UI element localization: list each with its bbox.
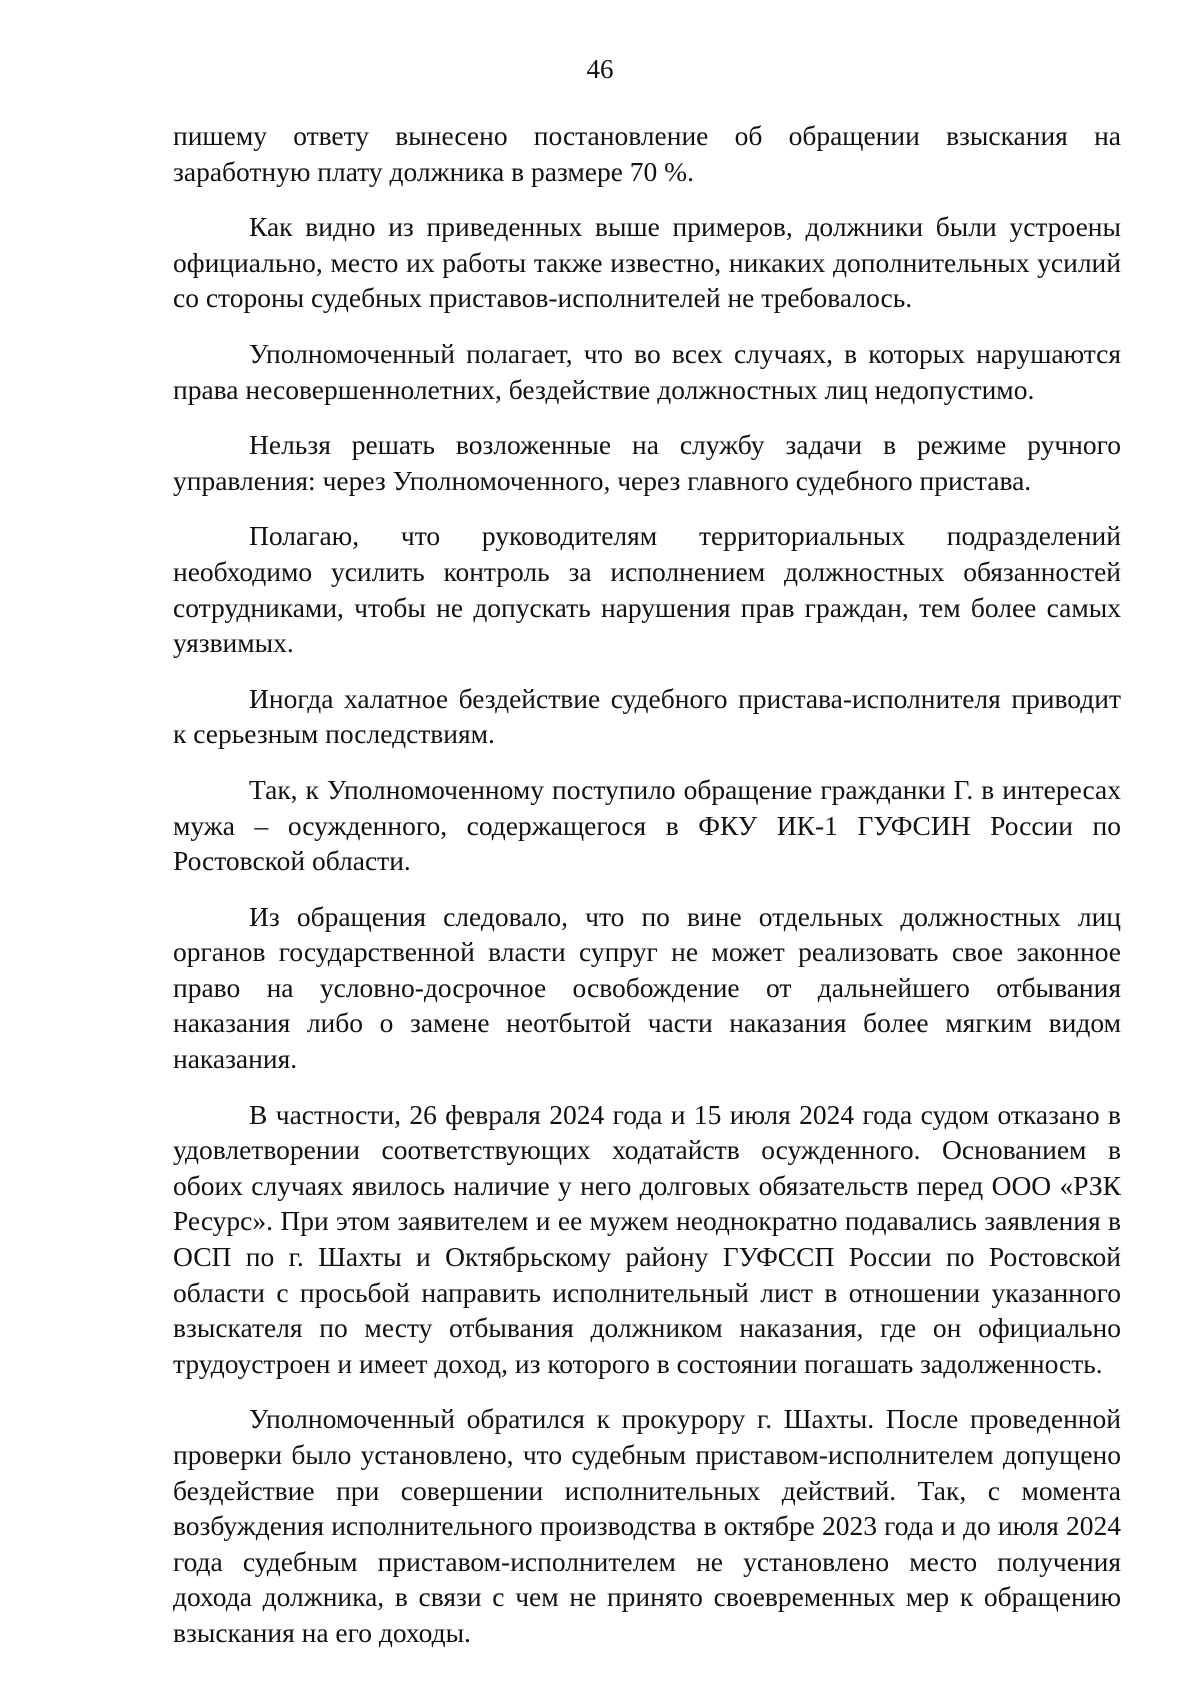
paragraph: Из обращения следовало, что по вине отдельных должностных лиц органов государственной власти супруг не может реализовать свое законное право на условно-досрочное освобождение от дальнейшего отбывания наказания либо о замене неотбытой части наказания более мягким видом наказания.: [173, 900, 1121, 1075]
paragraph: Так, к Уполномоченному поступило обращение гражданки Г. в интересах мужа – осужденного, содержащегося в ФКУ ИК-1 ГУФСИН России по Ростовской области.: [173, 773, 1121, 877]
paragraph: Как видно из приведенных выше примеров, должники были устроены официально, место их работы также известно, никаких дополнительных усилий со стороны судебных приставов-исполнителей не требовалось.: [173, 211, 1121, 314]
paragraph: Нельзя решать возложенные на службу задачи в режиме ручного управления: через Уполномоченного, через главного судебного пристава.: [173, 429, 1121, 496]
paragraph: Полагаю, что руководителям территориальных подразделений необходимо усилить контроль за исполнением должностных обязанностей сотрудниками, чтобы не допускать нарушения прав граждан, тем более самых уязвимых.: [173, 520, 1121, 659]
paragraph: Уполномоченный обратился к прокурору г. Шахты. После проведенной проверки было установлено, что судебным приставом-исполнителем допущено бездействие при совершении исполнительных действий. Так, с момента возбуждения исполнительного производства в октябре 2023 года и до июля 2024 года судебным приставом-исполнителем не установлено место получения дохода должника, в связи с чем не принято своевременных мер к обращению взыскания на его доходы.: [173, 1403, 1121, 1648]
body-text: [173, 118, 1121, 1671]
paragraph: Уполномоченный полагает, что во всех случаях, в которых нарушаются права несовершеннолетних, бездействие должностных лиц недопустимо.: [173, 337, 1121, 405]
paragraph: Иногда халатное бездействие судебного пристава-исполнителя приводит к серьезным последствиям.: [173, 682, 1121, 750]
page-number: 46: [586, 54, 614, 84]
paragraph: В частности, 26 февраля 2024 года и 15 июля 2024 года судом отказано в удовлетворении соответствующих ходатайств осужденного. Основанием в обоих случаях явилось наличие у него долговых обязательств перед ООО «РЗК Ресурс». При этом заявителем и ее мужем неоднократно подавались заявления в ОСП по г. Шахты и Октябрьскому району ГУФССП России по Ростовской области с просьбой направить исполнительный лист в отношении указанного взыскателя по месту отбывания должником наказания, где он официально трудоустроен и имеет доход, из которого в состоянии погашать задолженность.: [173, 1098, 1121, 1379]
paragraph-continuation: пишему ответу вынесено постановление об обращении взыскания на заработную плату должника в размере 70 %.: [173, 120, 1121, 187]
